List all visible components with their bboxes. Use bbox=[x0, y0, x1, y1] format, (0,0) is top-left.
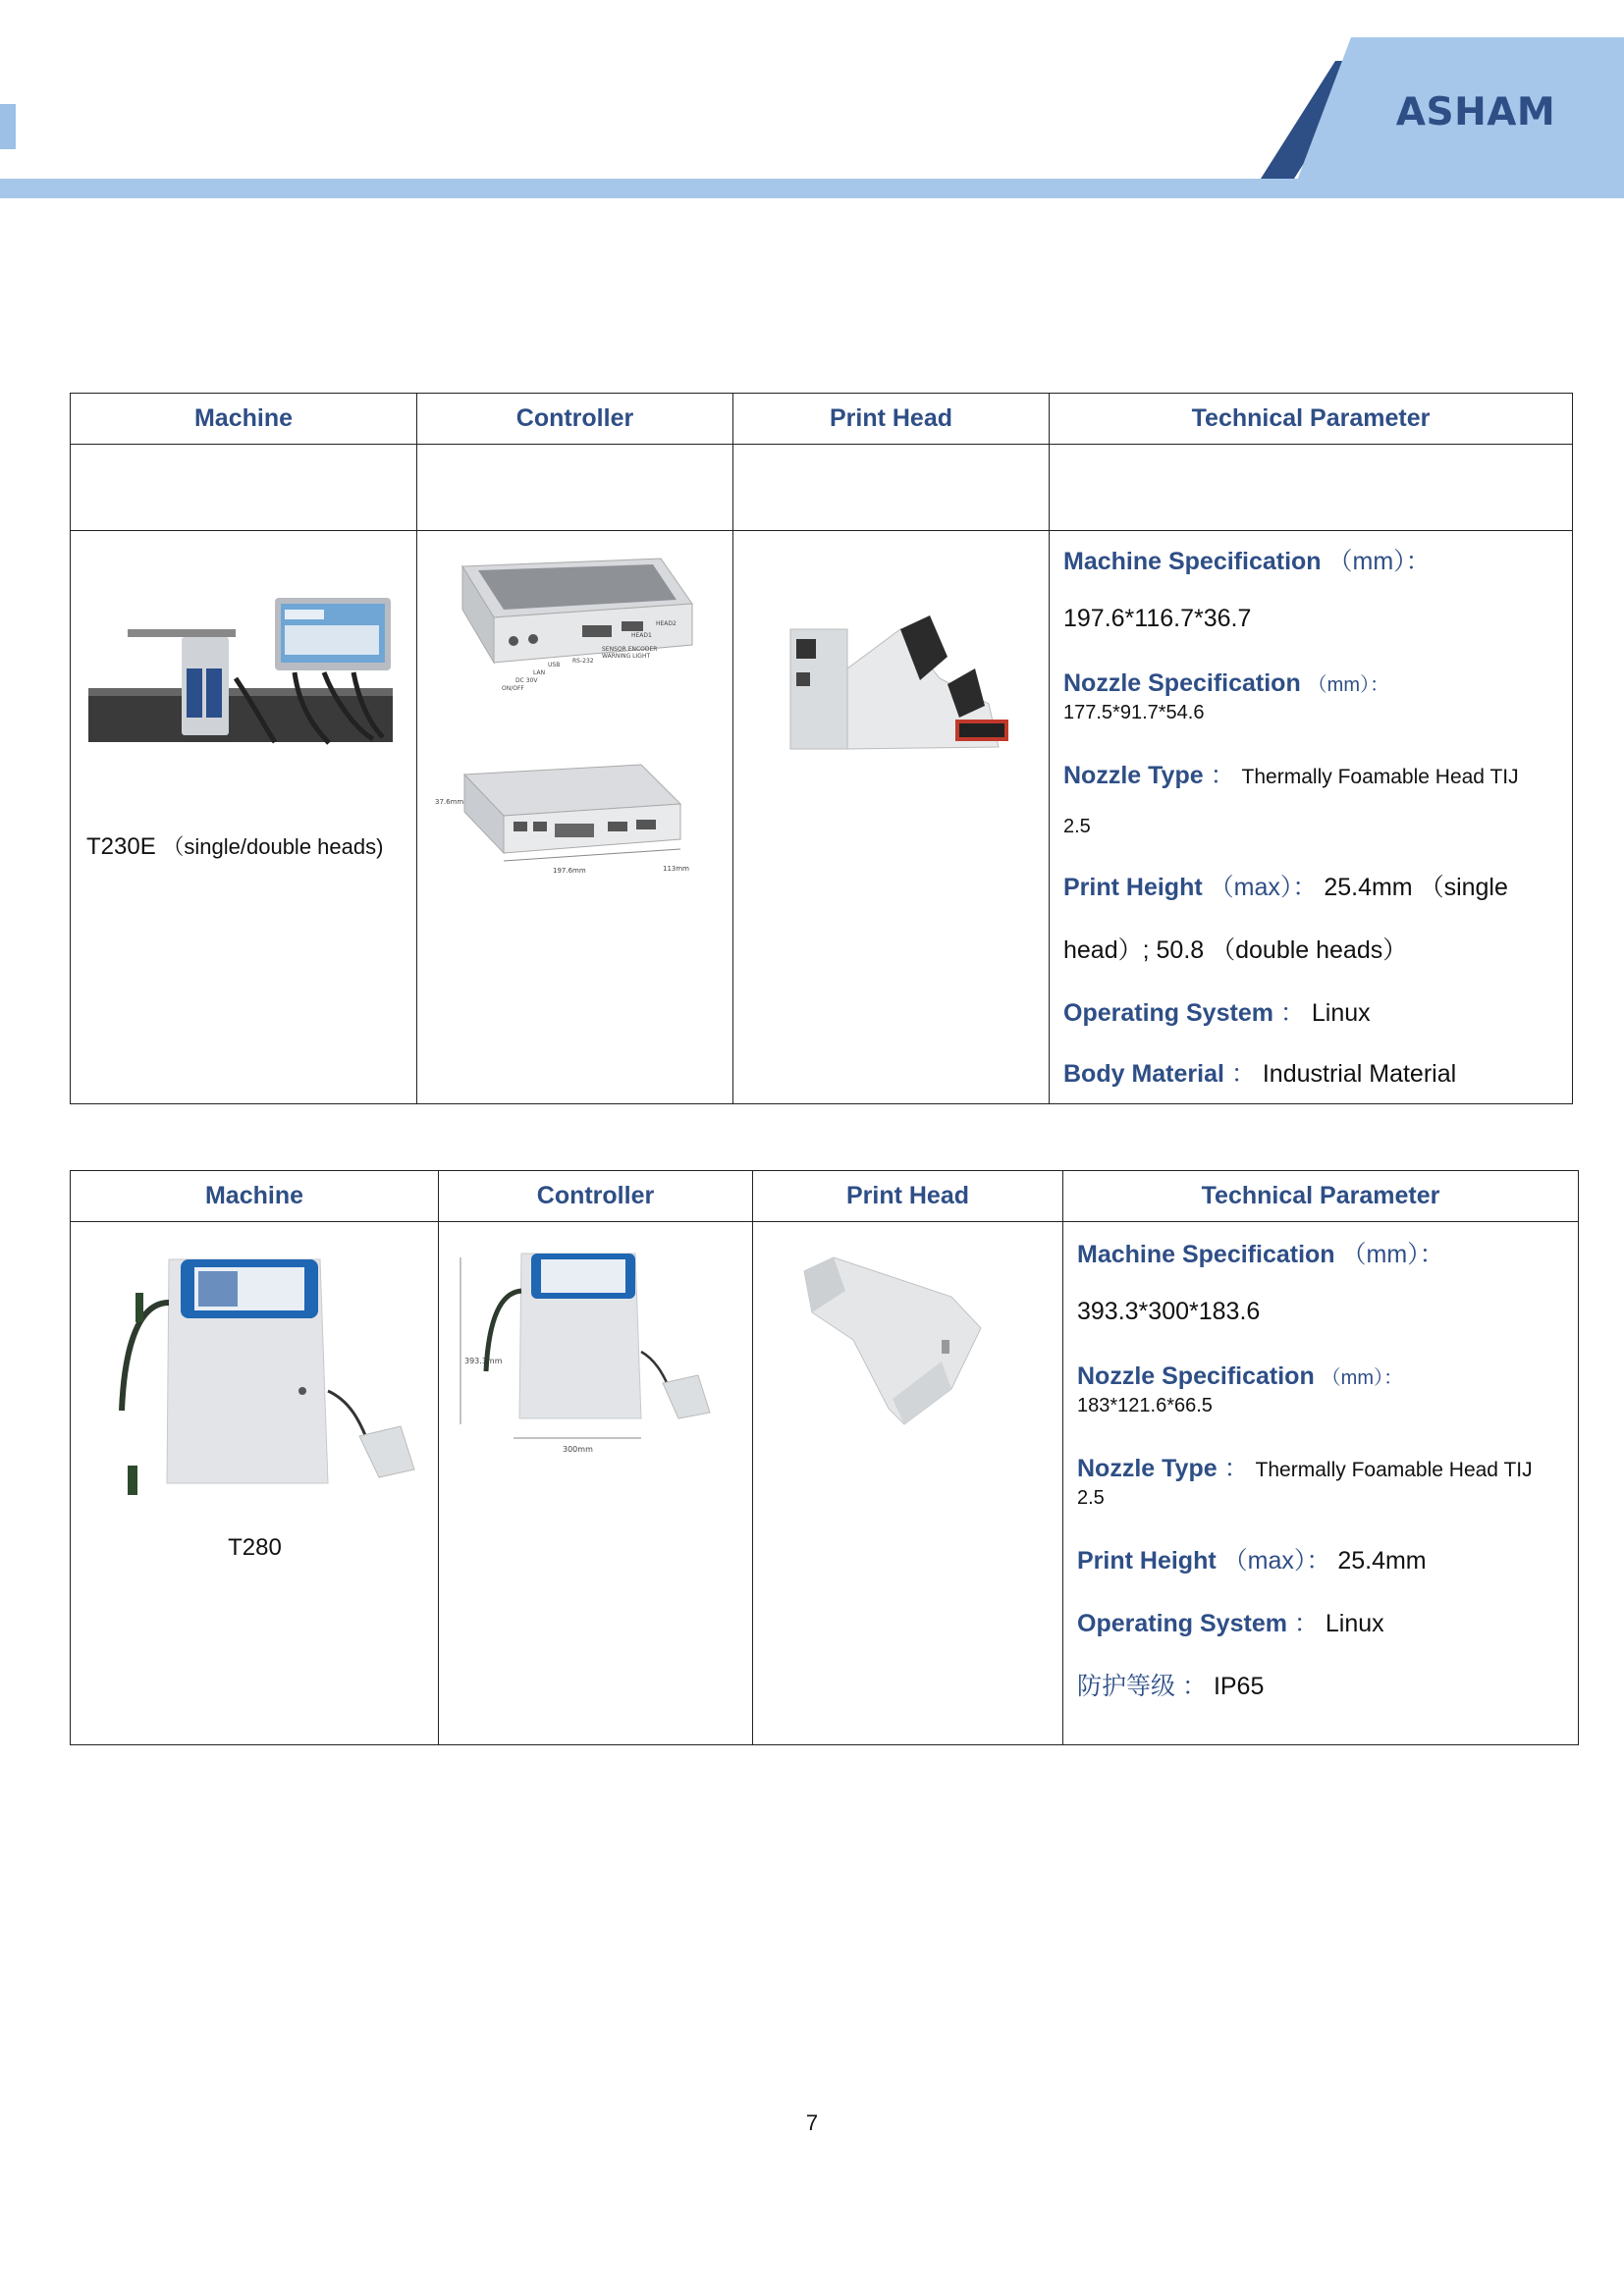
print-head-cell bbox=[753, 1222, 1063, 1745]
param-label-nozzle-type: Nozzle Type bbox=[1077, 1455, 1218, 1482]
param-label-machine-spec: Machine Specification bbox=[1077, 1241, 1335, 1268]
machine-t280-image bbox=[94, 1244, 418, 1499]
controller-t280-image bbox=[453, 1244, 747, 1479]
param-value-os: Linux bbox=[1311, 999, 1371, 1027]
param-value-nozzle-type: Thermally Foamable Head TIJ bbox=[1241, 766, 1519, 788]
param-value-machine-spec: 197.6*116.7*36.7 bbox=[1063, 605, 1252, 632]
empty-row bbox=[71, 445, 1573, 531]
machine-name: T280 bbox=[228, 1534, 282, 1561]
technical-parameter-cell bbox=[1050, 531, 1573, 1104]
print-head-cell bbox=[733, 531, 1050, 1104]
controller-t230e-image bbox=[435, 547, 720, 881]
param-label-protection: 防护等级 bbox=[1077, 1672, 1176, 1700]
param-value-nozzle-spec: 177.5*91.7*54.6 bbox=[1063, 702, 1205, 723]
label-sensor: SENSOR ENCODER bbox=[602, 646, 658, 653]
param-sep-os: ： bbox=[1279, 999, 1305, 1027]
spec-table-t280 bbox=[70, 1170, 1579, 1745]
label-onoff: ON/OFF bbox=[502, 685, 524, 692]
param-label-os: Operating System bbox=[1063, 999, 1273, 1027]
label-dim-width: 197.6mm bbox=[553, 867, 586, 875]
technical-parameter-cell bbox=[1063, 1222, 1579, 1745]
label-usb: USB bbox=[548, 662, 561, 668]
param-sep-os: ： bbox=[1293, 1610, 1319, 1637]
param-sep-nozzle-type: ： bbox=[1210, 762, 1235, 789]
param-value-print-height: 25.4mm （single bbox=[1324, 874, 1508, 901]
machine-name: T230E bbox=[86, 833, 156, 860]
controller-cell bbox=[417, 531, 733, 1104]
header-print-head: Print Head bbox=[753, 1171, 1063, 1222]
param-value-nozzle-type-version: 2.5 bbox=[1077, 1487, 1105, 1509]
param-value-body-material: Industrial Material bbox=[1262, 1060, 1457, 1088]
param-label-nozzle-spec: Nozzle Specification bbox=[1063, 669, 1301, 697]
param-unit-nozzle-spec: （mm）： bbox=[1307, 674, 1389, 696]
param-label-body-material: Body Material bbox=[1063, 1060, 1224, 1088]
param-sep-protection: ： bbox=[1181, 1673, 1207, 1700]
label-dim-height: 37.6mm bbox=[435, 798, 464, 806]
header-technical-parameter: Technical Parameter bbox=[1050, 394, 1573, 445]
machine-cell bbox=[71, 1222, 439, 1745]
machine-note: （single/double heads) bbox=[162, 834, 384, 859]
label-head1: HEAD1 bbox=[631, 632, 652, 639]
header-decoration bbox=[0, 0, 1624, 206]
empty-cell bbox=[71, 445, 417, 531]
table-header-row bbox=[71, 394, 1573, 445]
param-label-nozzle-type: Nozzle Type bbox=[1063, 762, 1204, 789]
param-unit-machine-spec: （mm）： bbox=[1341, 1241, 1444, 1268]
spec-table-t230e bbox=[70, 393, 1573, 1104]
label-dim-depth: 113mm bbox=[663, 865, 689, 873]
label-dim-width: 300mm bbox=[563, 1445, 593, 1454]
brand-logo-text: ASHAM bbox=[1395, 90, 1556, 134]
label-rs232: RS-232 bbox=[572, 658, 594, 665]
param-value-print-height: 25.4mm bbox=[1337, 1547, 1427, 1575]
table-row bbox=[71, 531, 1573, 1104]
label-dim-height: 393.3mm bbox=[464, 1357, 503, 1365]
label-dc: DC 30V bbox=[515, 677, 538, 684]
param-label-print-height: Print Height bbox=[1063, 874, 1203, 901]
param-unit-print-height: （max）： bbox=[1209, 874, 1318, 901]
machine-t230e-image bbox=[88, 590, 403, 747]
param-label-machine-spec: Machine Specification bbox=[1063, 548, 1322, 575]
param-unit-machine-spec: （mm）： bbox=[1327, 548, 1431, 575]
param-value-os: Linux bbox=[1325, 1610, 1384, 1637]
header-controller: Controller bbox=[439, 1171, 753, 1222]
header-technical-parameter: Technical Parameter bbox=[1063, 1171, 1579, 1222]
param-sep-nozzle-type: ： bbox=[1223, 1455, 1249, 1482]
table-row bbox=[71, 1222, 1579, 1745]
label-lan: LAN bbox=[533, 669, 546, 676]
header-machine: Machine bbox=[71, 394, 417, 445]
empty-cell bbox=[733, 445, 1050, 531]
param-value-machine-spec: 393.3*300*183.6 bbox=[1077, 1298, 1261, 1325]
print-head-t230e-image bbox=[783, 610, 1018, 767]
param-value-nozzle-type-version: 2.5 bbox=[1063, 816, 1091, 837]
print-head-t280-image bbox=[794, 1252, 1010, 1438]
empty-cell bbox=[1050, 445, 1573, 531]
page-number: 7 bbox=[805, 2110, 819, 2135]
param-label-os: Operating System bbox=[1077, 1610, 1287, 1637]
header-machine: Machine bbox=[71, 1171, 439, 1222]
param-value-nozzle-spec: 183*121.6*66.5 bbox=[1077, 1395, 1213, 1416]
param-value-print-height-cont: head）; 50.8 （double heads） bbox=[1063, 936, 1408, 964]
empty-cell bbox=[417, 445, 733, 531]
param-value-protection: IP65 bbox=[1213, 1673, 1265, 1700]
label-warning: WARNING LIGHT bbox=[602, 653, 651, 660]
header-print-head: Print Head bbox=[733, 394, 1050, 445]
machine-cell bbox=[71, 531, 417, 1104]
label-head2: HEAD2 bbox=[656, 620, 677, 627]
header-controller: Controller bbox=[417, 394, 733, 445]
param-sep-body-material: ： bbox=[1230, 1060, 1256, 1088]
param-unit-print-height: （max）： bbox=[1222, 1547, 1331, 1575]
param-label-print-height: Print Height bbox=[1077, 1547, 1217, 1575]
param-unit-nozzle-spec: （mm）： bbox=[1321, 1367, 1403, 1389]
param-value-nozzle-type: Thermally Foamable Head TIJ bbox=[1255, 1459, 1533, 1481]
table-header-row bbox=[71, 1171, 1579, 1222]
controller-cell bbox=[439, 1222, 753, 1745]
param-label-nozzle-spec: Nozzle Specification bbox=[1077, 1362, 1315, 1390]
